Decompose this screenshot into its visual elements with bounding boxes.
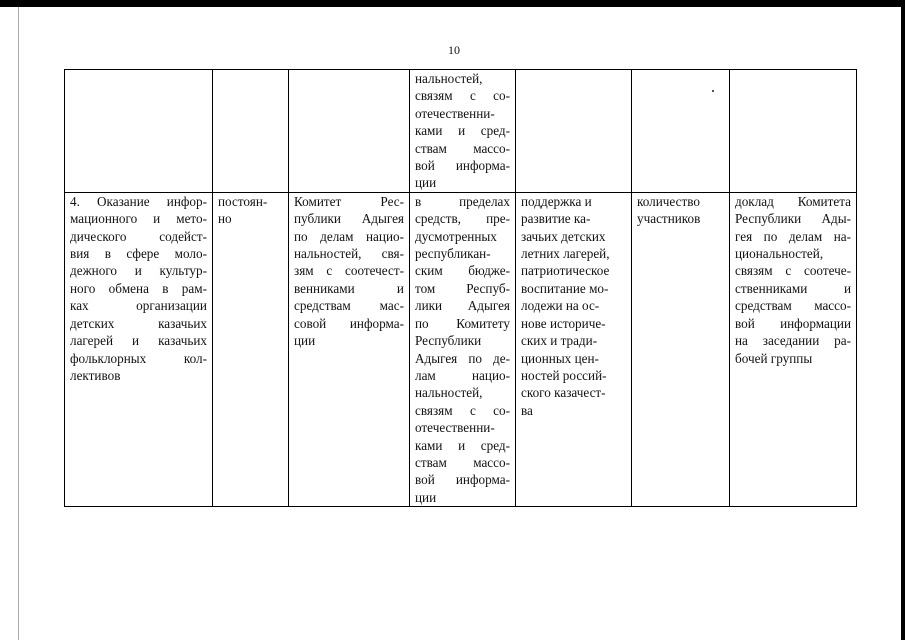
cell-text-line: постоян- [218,193,268,209]
cell-measure [65,192,213,506]
table-row-continuation [65,70,857,193]
cell-text-line: ственниками и [735,280,851,296]
cell-text-line: том Респуб- [415,280,510,296]
cell-text-line: фольклорных кол- [70,350,207,366]
cell-text-line: Республики [415,333,482,349]
cell-text-line: дежного и культур- [70,263,207,279]
cell-text-line: вия в сфере моло- [70,246,207,262]
cell-text-line: участников [637,211,701,227]
cell-text-line: нальностей, [415,385,483,401]
cell-text-line: циональностей, [735,246,824,262]
cell-text-line: связям с со- [415,88,510,104]
cell-indicator [632,192,730,506]
cell-report [730,192,857,506]
cell-result-cont [516,70,632,193]
cell-text-line: республикан- [415,246,491,262]
cell-text-line: зям с соотечест- [294,263,404,279]
cell-text-line: ках организации [70,298,207,314]
cell-text-line: Адыгея по де- [415,350,510,366]
cell-text-line: дусмотренных [415,228,497,244]
scan-top-border [0,0,905,7]
cell-text-line: нальностей, свя- [294,246,404,262]
cell-text-line: средств, пре- [415,211,510,227]
cell-executor-cont [289,70,410,193]
cell-report-cont [730,70,857,193]
cell-text-line: ствам массо- [415,454,510,470]
scan-left-edge [18,7,19,640]
cell-funding-cont [410,70,516,193]
cell-text-line: лики Адыгея [415,298,510,314]
table-row-4 [65,192,857,506]
cell-text-line: поддержка и [521,193,592,209]
page-number: 10 [448,43,460,57]
cell-text-line: бочей группы [735,350,813,366]
cell-text-line: ками и сред- [415,123,510,139]
cell-text-line: ции [415,489,437,505]
cell-text-line: ским бюдже- [415,263,510,279]
cell-measure-cont [65,70,213,193]
cell-text-line: ного обмена в рам- [70,280,207,296]
cell-text-line: ции [415,175,437,191]
cell-text-line: детских казачьих [70,315,207,331]
cell-text-line: летних лагерей, [521,246,610,262]
cell-text-line: средствам массо- [735,298,851,314]
cell-text-line: ностей россий- [521,367,607,383]
cell-text-line: совой информа- [294,315,404,331]
cell-indicator-cont [632,70,730,193]
scan-right-border [901,0,905,640]
cell-text-line: Комитет Рес- [294,193,404,209]
cell-text-line: в пределах [415,193,510,209]
cell-text-line: 4. Оказание инфор- [70,193,207,209]
cell-text-line: нальностей, [415,71,483,86]
cell-text-line: на заседании ра- [735,333,851,349]
cell-text-line: связям с соотече- [735,263,851,279]
cell-text-line: ствам массо- [415,140,510,156]
cell-text-line: ского казачест- [521,385,606,401]
cell-text-line: публики Адыгея [294,211,404,227]
cell-text-line: по делам нацио- [294,228,404,244]
cell-text-line: развитие ка- [521,211,591,227]
cell-text-line: ции [294,333,316,349]
cell-text-line: вой информа- [415,158,510,174]
cell-executor [289,192,410,506]
cell-text-line: лодежи на ос- [521,298,600,314]
cell-text-line: ками и сред- [415,437,510,453]
measures-table [64,69,857,507]
cell-text-line: ционных цен- [521,350,599,366]
cell-text-line: венниками и [294,280,404,296]
cell-text-line: воспитание мо- [521,280,609,296]
cell-term-cont [213,70,289,193]
cell-text-line: нове историче- [521,315,606,331]
cell-text-line: связям с со- [415,402,510,418]
cell-text-line: доклад Комитета [735,193,851,209]
cell-text-line: но [218,211,232,227]
cell-text-line: средствам мас- [294,298,404,314]
cell-text-line: ских и тради- [521,333,598,349]
cell-text-line: лам нацио- [415,367,510,383]
cell-text-line: дического содейст- [70,228,207,244]
cell-result [516,192,632,506]
cell-text-line: гея по делам на- [735,228,851,244]
cell-text-line: патриотическое [521,263,610,279]
cell-text-line: лективов [70,367,121,383]
cell-text-line: зачьих детских [521,228,606,244]
cell-text-line: ва [521,402,533,418]
cell-text-line: вой информа- [415,472,510,488]
cell-text-line: Республики Ады- [735,211,851,227]
cell-text-line: отечественни- [415,105,495,121]
cell-text-line: отечественни- [415,420,495,436]
cell-text-line: по Комитету [415,315,510,331]
cell-text-line: мационного и мето- [70,211,207,227]
cell-text-line: вой информации [735,315,851,331]
cell-term [213,192,289,506]
cell-text-line: количество [637,193,700,209]
cell-text-line: лагерей и казачьих [70,333,207,349]
cell-funding [410,192,516,506]
